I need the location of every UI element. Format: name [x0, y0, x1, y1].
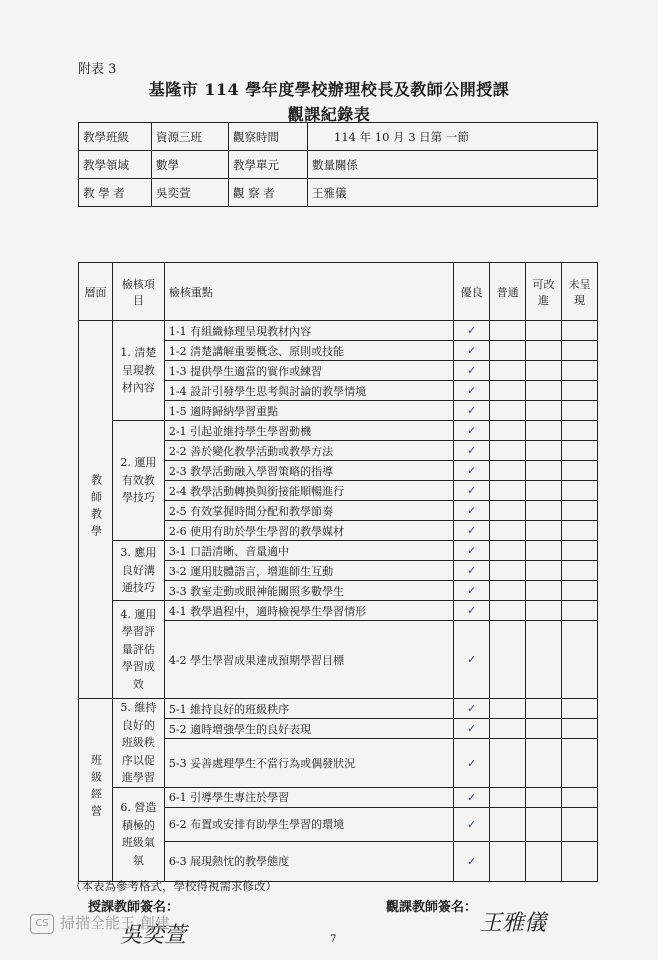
- check-cell-empty: [526, 361, 562, 381]
- check-cell-empty: [562, 719, 598, 739]
- item-cell: 4. 運用學習評量評估學習成效: [112, 601, 164, 699]
- check-cell-empty: [526, 461, 562, 481]
- checklist-row: [79, 601, 598, 621]
- check-mark-good: ✓: [454, 541, 490, 561]
- check-point: 6-3 展現熱忱的教學態度: [164, 841, 453, 881]
- check-cell-empty: [526, 541, 562, 561]
- check-cell-empty: [526, 601, 562, 621]
- check-cell-empty: [562, 541, 598, 561]
- check-cell-empty: [490, 401, 526, 421]
- check-point: 3-3 教室走動或眼神能關照多數學生: [164, 581, 453, 601]
- check-cell-empty: [490, 481, 526, 501]
- unit-value: 數量關係: [308, 151, 598, 179]
- checklist-row: [79, 421, 598, 441]
- check-cell-empty: [562, 561, 598, 581]
- check-cell-empty: [526, 441, 562, 461]
- check-cell-empty: [490, 561, 526, 581]
- form-subtitle: 觀課紀錄表: [287, 105, 371, 124]
- check-point: 2-5 有效掌握時間分配和教學節奏: [164, 501, 453, 521]
- check-point: 2-4 教學活動轉換與銜接能順暢進行: [164, 481, 453, 501]
- observer-signature-label: 觀課教師簽名：: [386, 900, 478, 915]
- check-point: 6-2 布置或安排有助學生學習的環境: [164, 807, 453, 841]
- check-cell-empty: [490, 601, 526, 621]
- check-cell-empty: [562, 361, 598, 381]
- check-point: 5-1 維持良好的班級秩序: [164, 699, 453, 719]
- item-cell: 5. 維持良好的班級秩序以促進學習: [112, 699, 164, 788]
- header-none: 未呈現: [562, 263, 598, 321]
- observer-value: 王雅儀: [308, 179, 598, 207]
- teacher-signature: 吳奕萱: [120, 923, 187, 948]
- check-cell-empty: [526, 699, 562, 719]
- check-cell-empty: [562, 401, 598, 421]
- check-point: 2-1 引起並維持學生學習動機: [164, 421, 453, 441]
- teacher-value: 吳奕萱: [152, 179, 229, 207]
- check-point: 1-1 有組織條理呈現教材內容: [164, 321, 453, 341]
- scanner-watermark: [30, 912, 170, 934]
- check-cell-empty: [490, 461, 526, 481]
- check-cell-empty: [490, 441, 526, 461]
- level-label: 班級經營: [89, 754, 103, 823]
- check-mark-good: ✓: [454, 561, 490, 581]
- check-point: 4-2 學生學習成果達成預期學習目標: [164, 621, 453, 699]
- check-mark-good: ✓: [454, 341, 490, 361]
- teacher-label: 教 學 者: [79, 179, 152, 207]
- check-cell-empty: [562, 787, 598, 807]
- check-cell-empty: [526, 501, 562, 521]
- item-cell: 2. 運用有效教學技巧: [112, 421, 164, 541]
- check-cell-empty: [490, 841, 526, 881]
- level-label: 教師教學: [89, 474, 103, 542]
- check-cell-empty: [526, 581, 562, 601]
- header-normal: 普通: [490, 263, 526, 321]
- check-mark-good: ✓: [454, 441, 490, 461]
- item-cell: 3. 應用良好溝通技巧: [112, 541, 164, 601]
- check-mark-good: ✓: [454, 601, 490, 621]
- watermark-text: 掃描全能王 創建: [60, 914, 170, 932]
- check-mark-good: ✓: [454, 421, 490, 441]
- check-cell-empty: [562, 581, 598, 601]
- checklist-table: [78, 262, 598, 882]
- check-mark-good: ✓: [454, 621, 490, 699]
- check-mark-good: ✓: [454, 401, 490, 421]
- info-table: [78, 122, 598, 207]
- checklist-row: [79, 787, 598, 807]
- check-cell-empty: [490, 321, 526, 341]
- check-cell-empty: [526, 341, 562, 361]
- form-title: 基隆市 114 學年度學校辦理校長及教師公開授課: [148, 80, 510, 99]
- check-point: 6-1 引導學生專注於學習: [164, 787, 453, 807]
- check-mark-good: ✓: [454, 501, 490, 521]
- check-cell-empty: [490, 787, 526, 807]
- class-value: 資源三班: [152, 123, 229, 151]
- check-cell-empty: [526, 841, 562, 881]
- header-level: 層面: [79, 263, 113, 321]
- check-point: 3-1 口語清晰、音量適中: [164, 541, 453, 561]
- check-point: 5-2 適時增強學生的良好表現: [164, 719, 453, 739]
- header-point: 檢核重點: [164, 263, 453, 321]
- check-cell-empty: [526, 787, 562, 807]
- check-cell-empty: [490, 739, 526, 788]
- header-item: 檢核項目: [112, 263, 164, 321]
- check-point: 5-3 妥善處理學生不當行為或偶發狀況: [164, 739, 453, 788]
- check-cell-empty: [526, 807, 562, 841]
- checklist-body: [79, 321, 598, 882]
- check-cell-empty: [526, 739, 562, 788]
- item-cell: 1. 清楚呈現教材內容: [112, 321, 164, 421]
- check-mark-good: ✓: [454, 321, 490, 341]
- check-cell-empty: [562, 621, 598, 699]
- check-cell-empty: [562, 601, 598, 621]
- check-point: 2-6 使用有助於學生學習的教學媒材: [164, 521, 453, 541]
- check-mark-good: ✓: [454, 739, 490, 788]
- check-point: 1-3 提供學生適當的實作或練習: [164, 361, 453, 381]
- check-cell-empty: [562, 841, 598, 881]
- check-mark-good: ✓: [454, 521, 490, 541]
- unit-label: 教學單元: [229, 151, 308, 179]
- item-cell: 6. 營造積極的班級氣氛: [112, 787, 164, 881]
- check-cell-empty: [562, 441, 598, 461]
- domain-label: 教學領域: [79, 151, 152, 179]
- check-mark-good: ✓: [454, 381, 490, 401]
- check-mark-good: ✓: [454, 361, 490, 381]
- check-cell-empty: [526, 421, 562, 441]
- check-cell-empty: [526, 521, 562, 541]
- check-cell-empty: [526, 561, 562, 581]
- check-cell-empty: [562, 381, 598, 401]
- time-label: 觀察時間: [229, 123, 308, 151]
- check-cell-empty: [526, 401, 562, 421]
- teacher-signature-label: 授課教師簽名：: [88, 900, 180, 915]
- check-cell-empty: [526, 621, 562, 699]
- check-mark-good: ✓: [454, 461, 490, 481]
- header-improve: 可改進: [526, 263, 562, 321]
- check-cell-empty: [490, 541, 526, 561]
- check-mark-good: ✓: [454, 787, 490, 807]
- check-cell-empty: [526, 481, 562, 501]
- check-cell-empty: [562, 699, 598, 719]
- check-cell-empty: [490, 361, 526, 381]
- check-mark-good: ✓: [454, 581, 490, 601]
- time-value: 114 年 10 月 3 日第 一節: [308, 123, 598, 151]
- checklist-row: [79, 699, 598, 719]
- check-mark-good: ✓: [454, 481, 490, 501]
- scanner-logo-icon: CS: [30, 914, 54, 934]
- check-cell-empty: [562, 521, 598, 541]
- observer-label: 觀 察 者: [229, 179, 308, 207]
- check-cell-empty: [526, 719, 562, 739]
- check-mark-good: ✓: [454, 841, 490, 881]
- check-cell-empty: [562, 807, 598, 841]
- check-cell-empty: [562, 321, 598, 341]
- check-cell-empty: [562, 739, 598, 788]
- check-mark-good: ✓: [454, 699, 490, 719]
- attachment-label: 附表 3: [78, 62, 117, 77]
- domain-value: 數學: [152, 151, 229, 179]
- class-label: 教學班級: [79, 123, 152, 151]
- check-cell-empty: [490, 381, 526, 401]
- check-point: 3-2 運用肢體語言，增進師生互動: [164, 561, 453, 581]
- level-cell: [79, 699, 113, 882]
- check-cell-empty: [562, 501, 598, 521]
- check-cell-empty: [562, 341, 598, 361]
- check-cell-empty: [562, 481, 598, 501]
- check-mark-good: ✓: [454, 719, 490, 739]
- check-cell-empty: [490, 807, 526, 841]
- check-cell-empty: [526, 381, 562, 401]
- check-point: 1-4 設計引發學生思考與討論的教學情境: [164, 381, 453, 401]
- footnote: （本表為參考格式，學校得視需求修改）: [70, 879, 277, 893]
- check-point: 2-3 教學活動融入學習策略的指導: [164, 461, 453, 481]
- check-point: 4-1 教學過程中，適時檢視學生學習情形: [164, 601, 453, 621]
- check-mark-good: ✓: [454, 807, 490, 841]
- page-number: 7: [330, 934, 337, 945]
- check-cell-empty: [526, 321, 562, 341]
- check-point: 1-5 適時歸納學習重點: [164, 401, 453, 421]
- checklist-row: [79, 321, 598, 341]
- level-cell: [79, 321, 113, 699]
- check-cell-empty: [490, 341, 526, 361]
- check-point: 2-2 善於變化教學活動或教學方法: [164, 441, 453, 461]
- check-cell-empty: [490, 581, 526, 601]
- check-cell-empty: [490, 699, 526, 719]
- observer-signature: 王雅儀: [480, 911, 547, 936]
- check-point: 1-2 清楚講解重要概念、原則或技能: [164, 341, 453, 361]
- header-good: 優良: [454, 263, 490, 321]
- check-cell-empty: [490, 621, 526, 699]
- checklist-row: [79, 541, 598, 561]
- check-cell-empty: [562, 421, 598, 441]
- check-cell-empty: [490, 421, 526, 441]
- check-cell-empty: [490, 521, 526, 541]
- check-cell-empty: [562, 461, 598, 481]
- check-cell-empty: [490, 719, 526, 739]
- check-cell-empty: [490, 501, 526, 521]
